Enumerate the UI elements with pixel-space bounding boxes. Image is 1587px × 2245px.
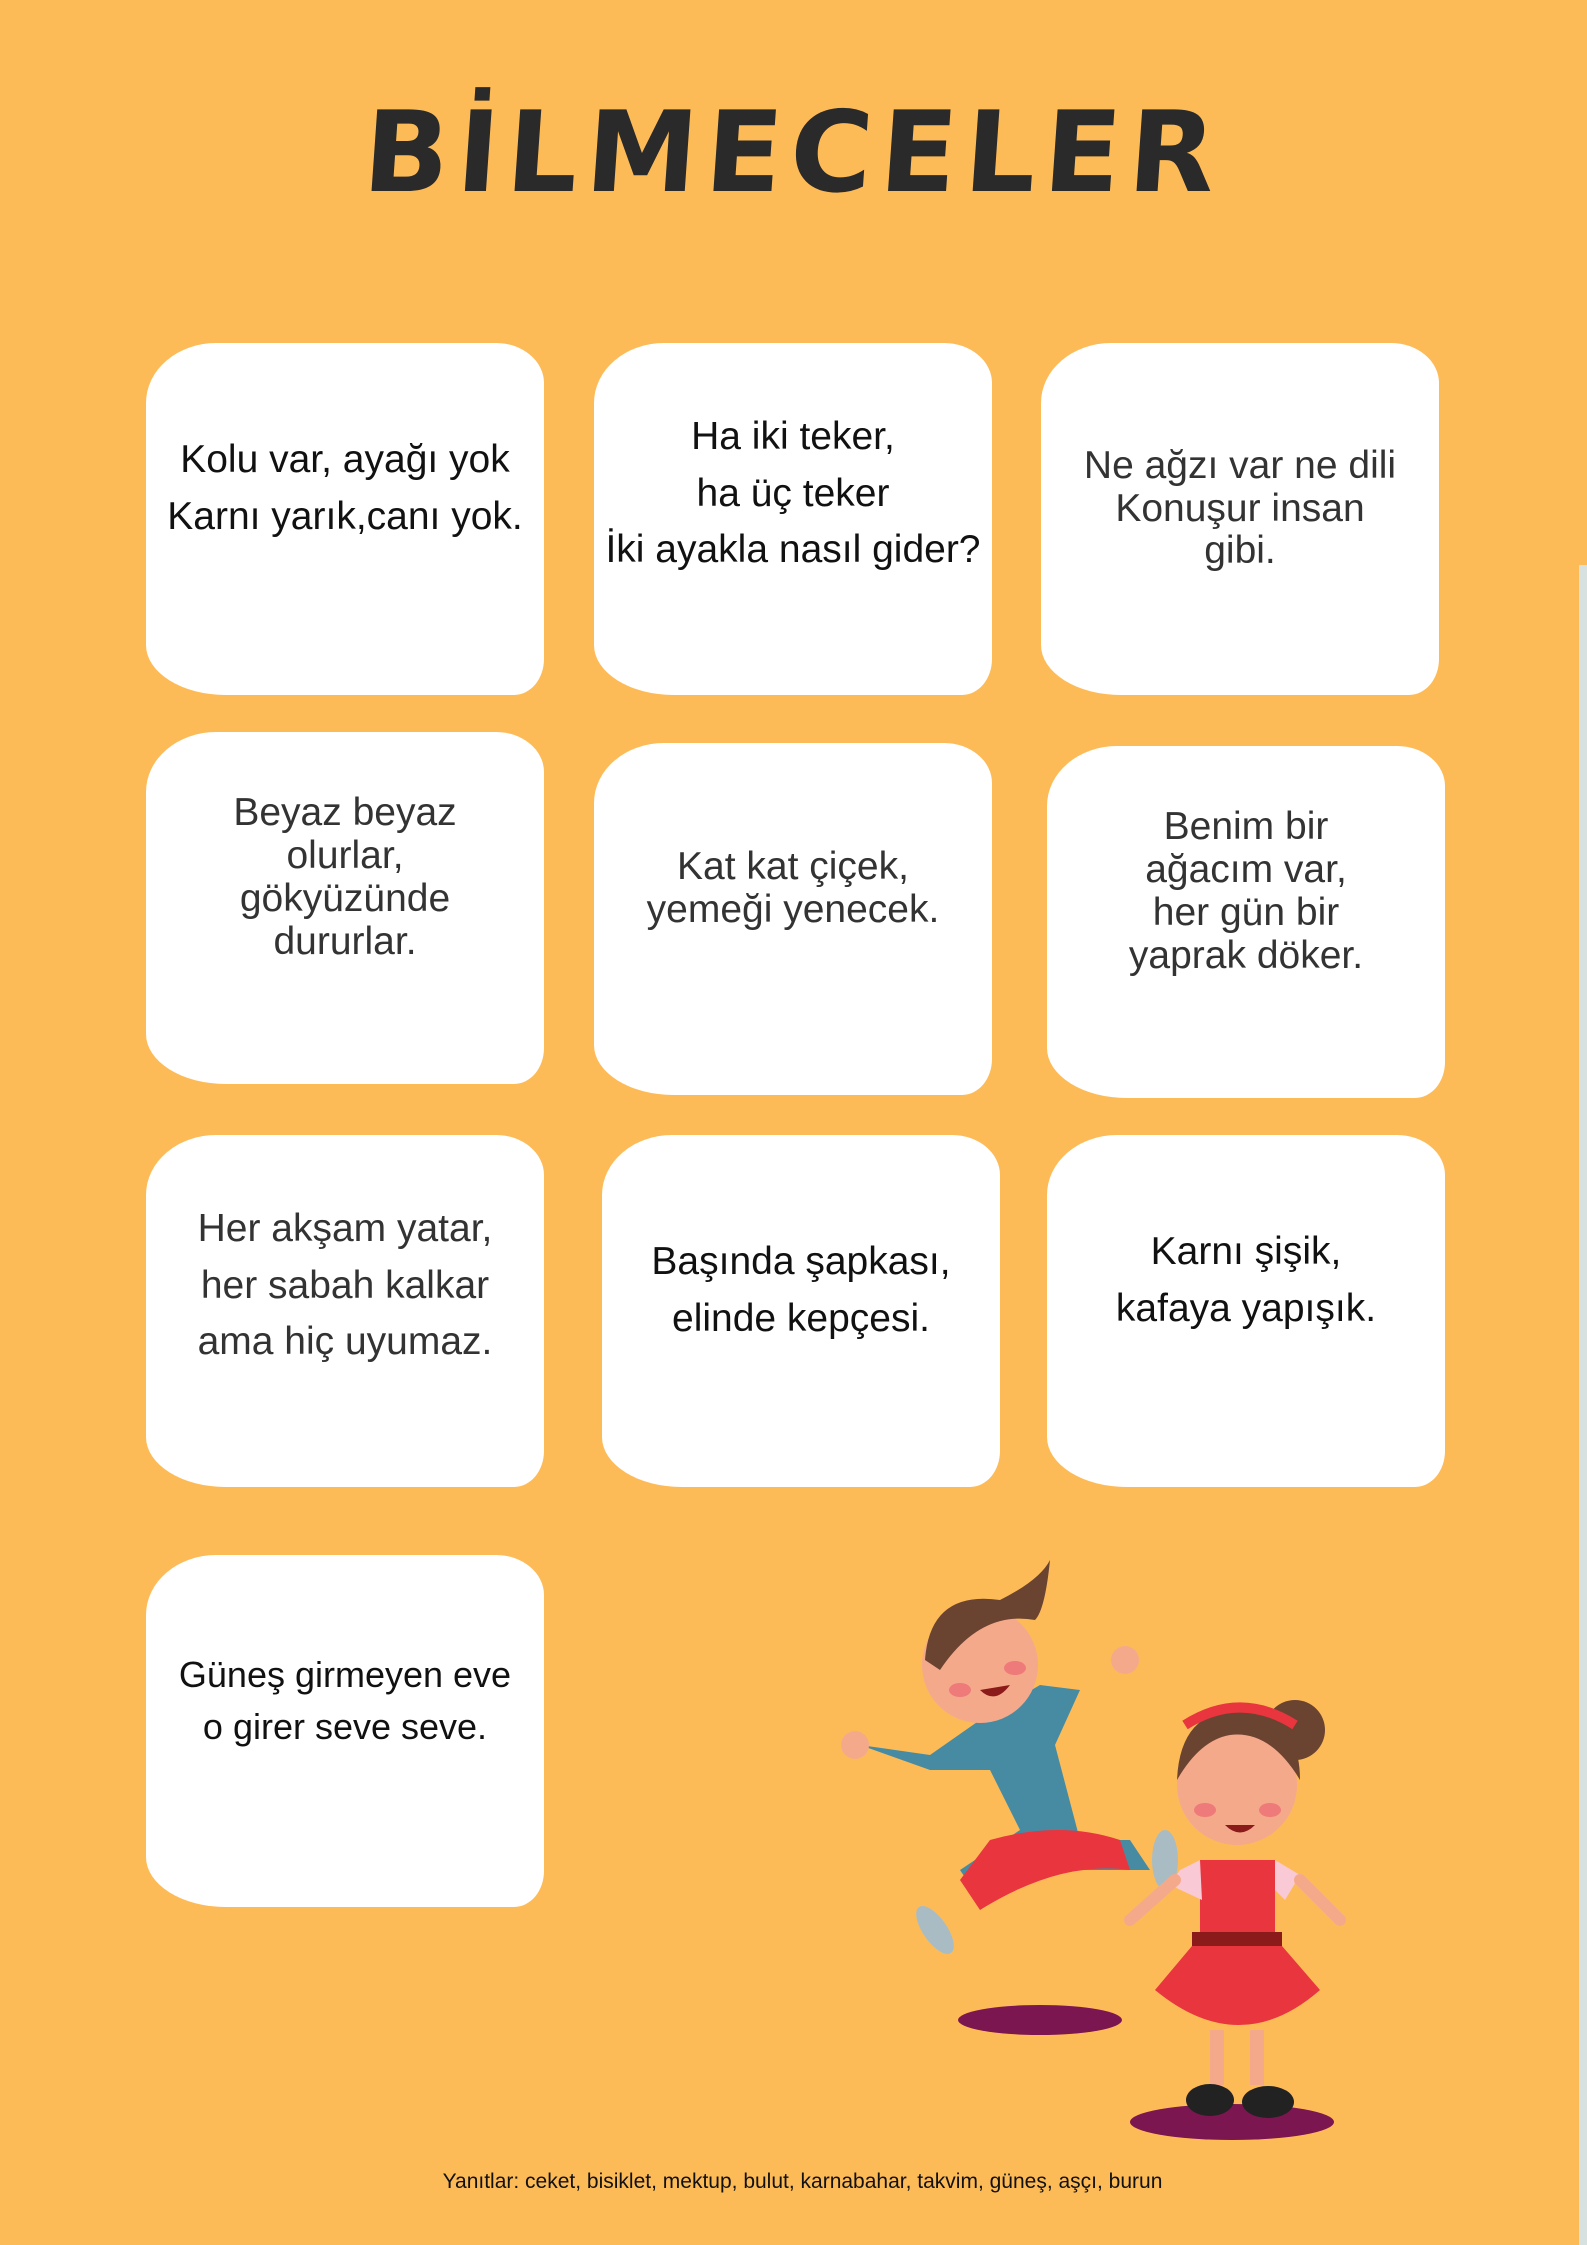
right-edge-strip xyxy=(1579,565,1587,2245)
riddle-text: Başında şapkası, elinde kepçesi. xyxy=(651,1240,951,1340)
girl-figure xyxy=(1130,1700,1340,2118)
riddle-text: Ha iki teker, ha üç teker İki ayakla nasıl gider? xyxy=(605,415,981,572)
answers-footer: Yanıtlar: ceket, bisiklet, mektup, bulut, karnabahar, takvim, güneş, aşçı, burun xyxy=(442,2170,1163,2193)
riddle-text: Güneş girmeyen eve o girer seve seve. xyxy=(178,1653,512,1747)
riddle-card-9 xyxy=(1047,1135,1445,1487)
riddle-card-6 xyxy=(1047,746,1445,1098)
kids-illustration xyxy=(830,1540,1370,2150)
boy-figure xyxy=(841,1560,1178,1960)
shadow-boy xyxy=(958,2005,1122,2035)
riddle-text: Karnı şişik, kafaya yapışık. xyxy=(1115,1230,1377,1330)
riddle-text: Benim bir ağacım var, her gün bir yaprak döker. xyxy=(1128,805,1364,977)
riddle-card-3 xyxy=(1041,343,1439,695)
riddle-card-7 xyxy=(146,1135,544,1487)
shadow-girl xyxy=(1130,2104,1334,2140)
riddle-text: Her akşam yatar, her sabah kalkar ama hiç uyumaz. xyxy=(197,1207,493,1364)
riddle-card-10 xyxy=(146,1555,544,1907)
riddle-text: Kolu var, ayağı yok Karnı yarık,canı yok. xyxy=(167,438,523,538)
riddle-card-8 xyxy=(602,1135,1000,1487)
riddle-card-1 xyxy=(146,343,544,695)
riddle-text: Ne ağzı var ne dili Konuşur insan gibi. xyxy=(1083,443,1397,573)
riddle-text: Kat kat çiçek, yemeği yenecek. xyxy=(646,845,940,931)
riddle-card-4 xyxy=(146,732,544,1084)
page-title: BİLMECELER xyxy=(359,88,1228,218)
riddle-text: Beyaz beyaz olurlar, gökyüzünde dururlar. xyxy=(233,791,457,963)
riddle-card-2 xyxy=(594,343,992,695)
riddle-card-5 xyxy=(594,743,992,1095)
